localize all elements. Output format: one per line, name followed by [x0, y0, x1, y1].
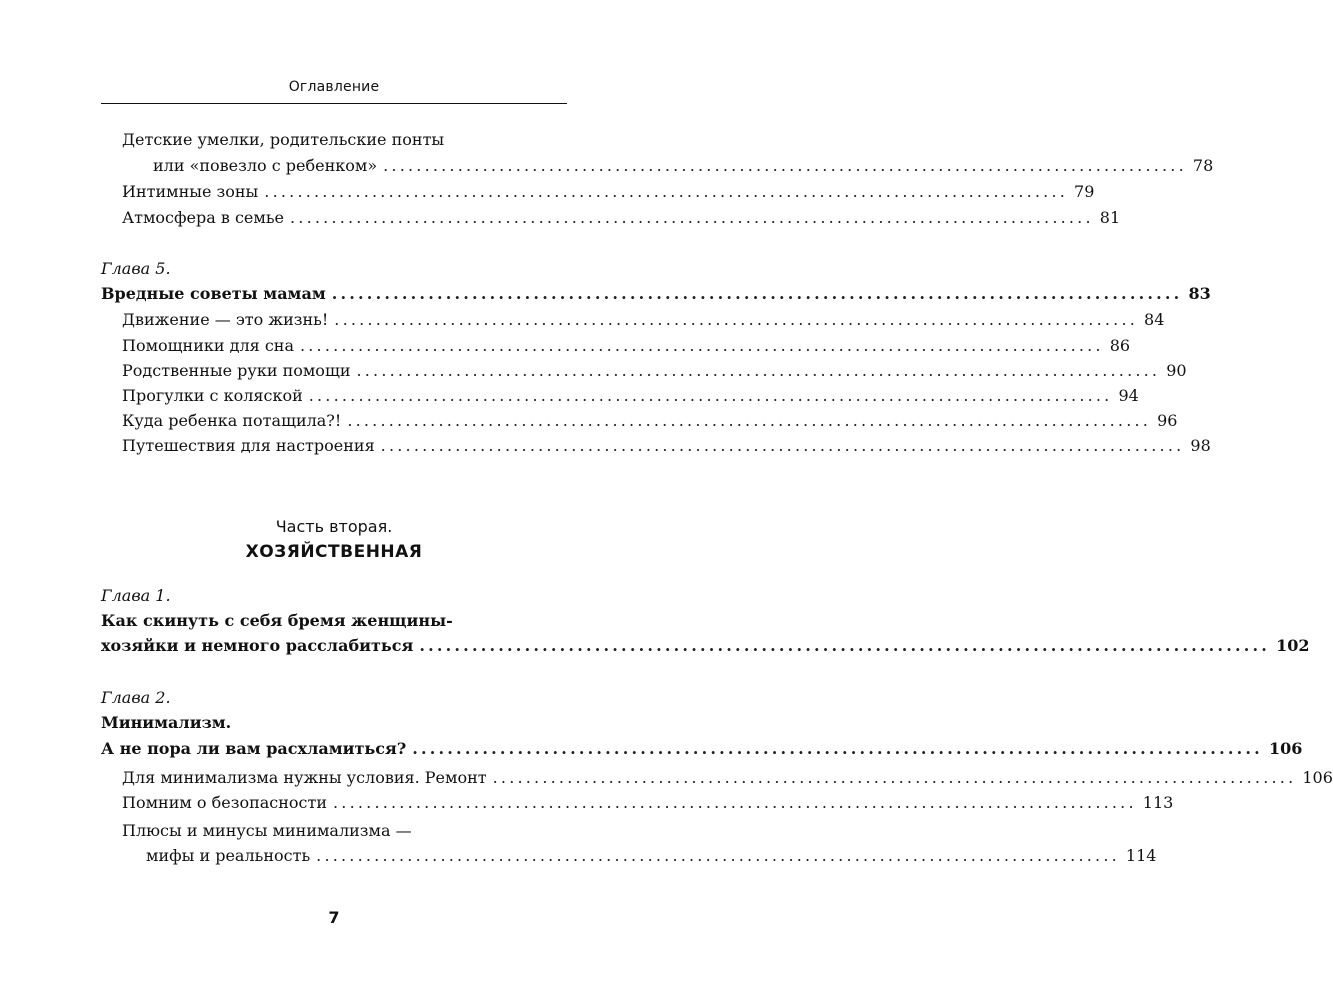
chapter-page: 106	[1268, 739, 1303, 758]
toc-entry-title: Для минимализма нужны условия. Ремонт	[122, 768, 487, 787]
chapter-page: 83	[1188, 284, 1211, 303]
toc-entry	[122, 383, 1139, 409]
toc-entry-page: 79	[1074, 182, 1095, 201]
leader-dots: .................................................................................................	[299, 336, 1104, 355]
leader-dots: .................................................................................................	[334, 310, 1139, 329]
chapter-title: Вредные советы мамам	[101, 284, 326, 303]
toc-entry-page: 94	[1118, 386, 1139, 405]
chapter-page: 102	[1276, 636, 1310, 655]
page-number: 7	[328, 908, 340, 927]
toc-entry-title: Атмосфера в семье	[122, 208, 285, 227]
toc-entry-title: Прогулки с коляской	[122, 386, 303, 405]
chapter-title-line1: Как скинуть с себя бремя женщины-	[101, 611, 453, 630]
chapter-heading	[101, 281, 1211, 307]
toc-entry	[153, 153, 1214, 179]
chapter-label: Глава 5.	[101, 259, 171, 278]
chapter-title: А не пора ли вам расхламиться?	[101, 739, 407, 758]
leader-dots: .................................................................................................	[308, 386, 1113, 405]
toc-entry-page: 114	[1125, 846, 1157, 865]
toc-entry-title: Помним о безопасности	[122, 793, 328, 812]
toc-entry-page: 90	[1166, 361, 1187, 380]
toc-entry-page: 84	[1144, 310, 1165, 329]
toc-entry-line1: Плюсы и минусы минимализма —	[122, 821, 412, 840]
toc-entry	[122, 358, 1187, 384]
leader-dots: .................................................................................................	[290, 208, 1094, 227]
toc-entry-title: Путешествия для настроения	[122, 436, 375, 455]
toc-entry-page: 86	[1109, 336, 1131, 355]
toc-entry	[122, 790, 1174, 816]
leader-dots: .................................................................................................	[331, 284, 1183, 303]
toc-entry	[122, 765, 1333, 791]
toc-entry	[122, 333, 1131, 359]
leader-dots: .................................................................................................	[380, 436, 1185, 455]
toc-entry	[122, 179, 1095, 205]
leader-dots: .................................................................................................	[383, 156, 1187, 175]
toc-entry-title: Движение — это жизнь!	[122, 310, 329, 329]
toc-entry-title: мифы и реальность	[146, 846, 311, 865]
chapter-title-line1: Минимализм.	[101, 713, 232, 732]
chapter-heading	[101, 736, 1303, 762]
leader-dots: .................................................................................................	[356, 361, 1161, 380]
toc-entry-title: Куда ребенка потащила?!	[122, 411, 342, 430]
header-rule	[101, 103, 567, 104]
part-title	[101, 515, 567, 565]
chapter-heading	[101, 633, 1310, 659]
toc-entry-title: или «повезло с ребенком»	[153, 156, 378, 175]
toc-entry-page: 106	[1302, 768, 1333, 787]
toc-entry-line1: Детские умелки, родительские понты	[122, 130, 445, 149]
toc-entry-title: Помощники для сна	[122, 336, 294, 355]
leader-dots: .................................................................................................	[412, 739, 1263, 758]
toc-entry-page: 96	[1157, 411, 1178, 430]
toc-entry-title: Интимные зоны	[122, 182, 259, 201]
leader-dots: .................................................................................................	[333, 793, 1137, 812]
leader-dots: .................................................................................................	[347, 411, 1152, 430]
chapter-label: Глава 1.	[101, 586, 171, 605]
running-head: Оглавление	[288, 79, 380, 95]
toc-entry	[146, 843, 1157, 869]
toc-entry-page: 98	[1190, 436, 1211, 455]
part-title-line1: Часть вторая.	[275, 517, 393, 536]
toc-entry	[122, 307, 1165, 333]
toc-entry	[122, 205, 1121, 231]
leader-dots: .................................................................................................	[419, 636, 1271, 655]
toc-entry-page: 78	[1192, 156, 1214, 175]
toc-entry-page: 81	[1099, 208, 1121, 227]
leader-dots: .................................................................................................	[264, 182, 1069, 201]
toc-entry-title: Родственные руки помощи	[122, 361, 351, 380]
leader-dots: .................................................................................................	[316, 846, 1120, 865]
toc-entry	[122, 408, 1178, 434]
toc-entry	[122, 433, 1211, 459]
part-title-line2: ХОЗЯЙСТВЕННАЯ	[245, 542, 423, 562]
toc-entry-page: 113	[1142, 793, 1174, 812]
leader-dots: .................................................................................................	[492, 768, 1297, 787]
chapter-label: Глава 2.	[101, 688, 171, 707]
chapter-title: хозяйки и немного расслабиться	[101, 636, 414, 655]
